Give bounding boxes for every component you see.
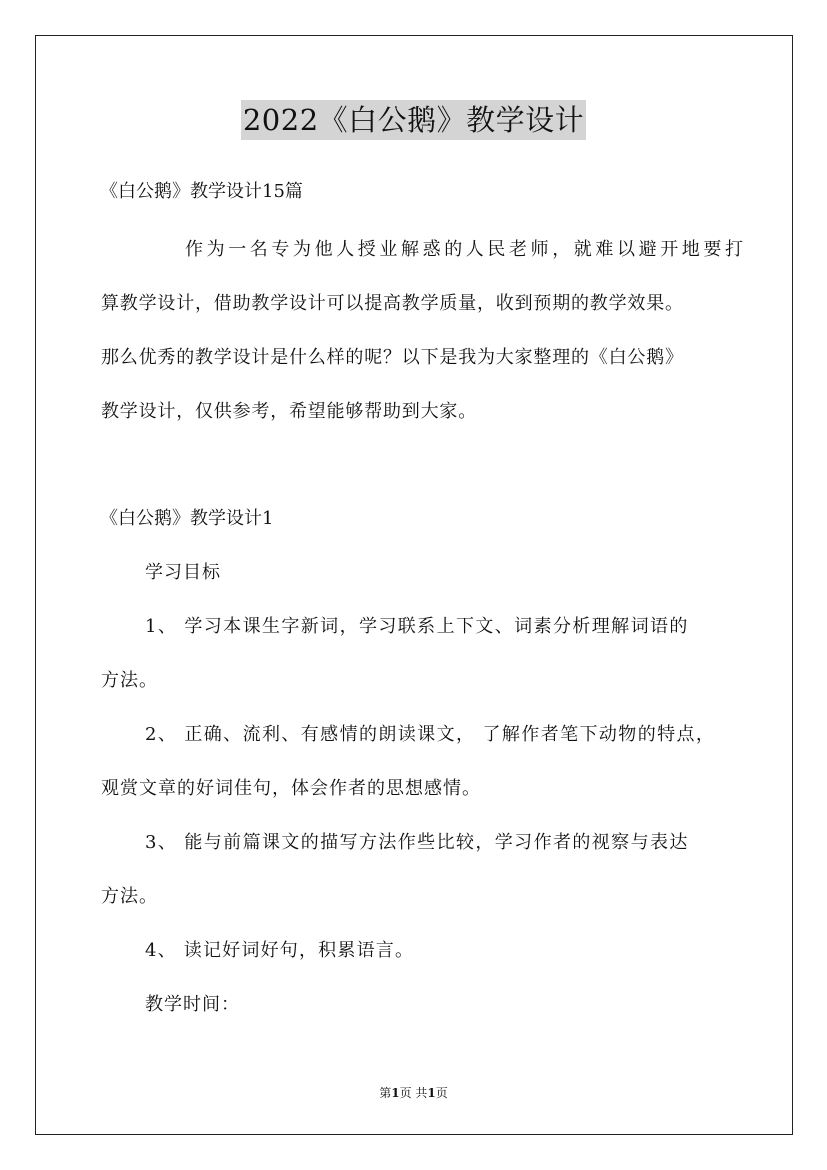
objectives-heading: 学习目标 [145, 562, 221, 583]
objective-4-line-1: 4、 读记好词好句，积累语言。 [145, 940, 415, 961]
objective-2-line-2: 观赏文章的好词佳句，体会作者的思想感情。 [101, 778, 481, 799]
intro-line-2: 算教学设计，借助教学设计可以提高教学质量，收到预期的教学效果。 [101, 293, 684, 314]
page-footer [0, 1085, 827, 1101]
document-title: 2022《白公鹅》教学设计 [241, 100, 586, 140]
objective-3-line-2: 方法。 [101, 886, 158, 907]
document-title-block [0, 100, 827, 140]
document-subtitle: 《白公鹅》教学设计15篇 [100, 181, 303, 202]
footer-page-mid: 页 共 [399, 1086, 428, 1100]
intro-line-4: 教学设计，仅供参考，希望能够帮助到大家。 [101, 401, 477, 422]
footer-total-pages: 1 [427, 1086, 436, 1100]
footer-page-number: 1 [391, 1086, 400, 1100]
objective-2-line-1: 2、 正确、流利、有感情的朗读课文， 了解作者笔下动物的特点， [145, 724, 716, 745]
footer-page-prefix: 第 [379, 1086, 392, 1100]
objective-3-line-1: 3、 能与前篇课文的描写方法作些比较，学习作者的视察与表达 [145, 832, 689, 853]
objective-1-line-2: 方法。 [101, 670, 158, 691]
objective-1-line-1: 1、 学习本课生字新词，学习联系上下文、词素分析理解词语的 [145, 616, 689, 637]
teaching-time-heading: 教学时间： [145, 994, 240, 1015]
section-heading: 《白公鹅》教学设计1 [100, 508, 274, 529]
intro-line-1: 作为一名专为他人授业解惑的人民老师，就难以避开地要打 [185, 239, 747, 260]
footer-page-suffix: 页 [435, 1086, 448, 1100]
intro-line-3: 那么优秀的教学设计是什么样的呢？以下是我为大家整理的《白公鹅》 [101, 347, 684, 368]
